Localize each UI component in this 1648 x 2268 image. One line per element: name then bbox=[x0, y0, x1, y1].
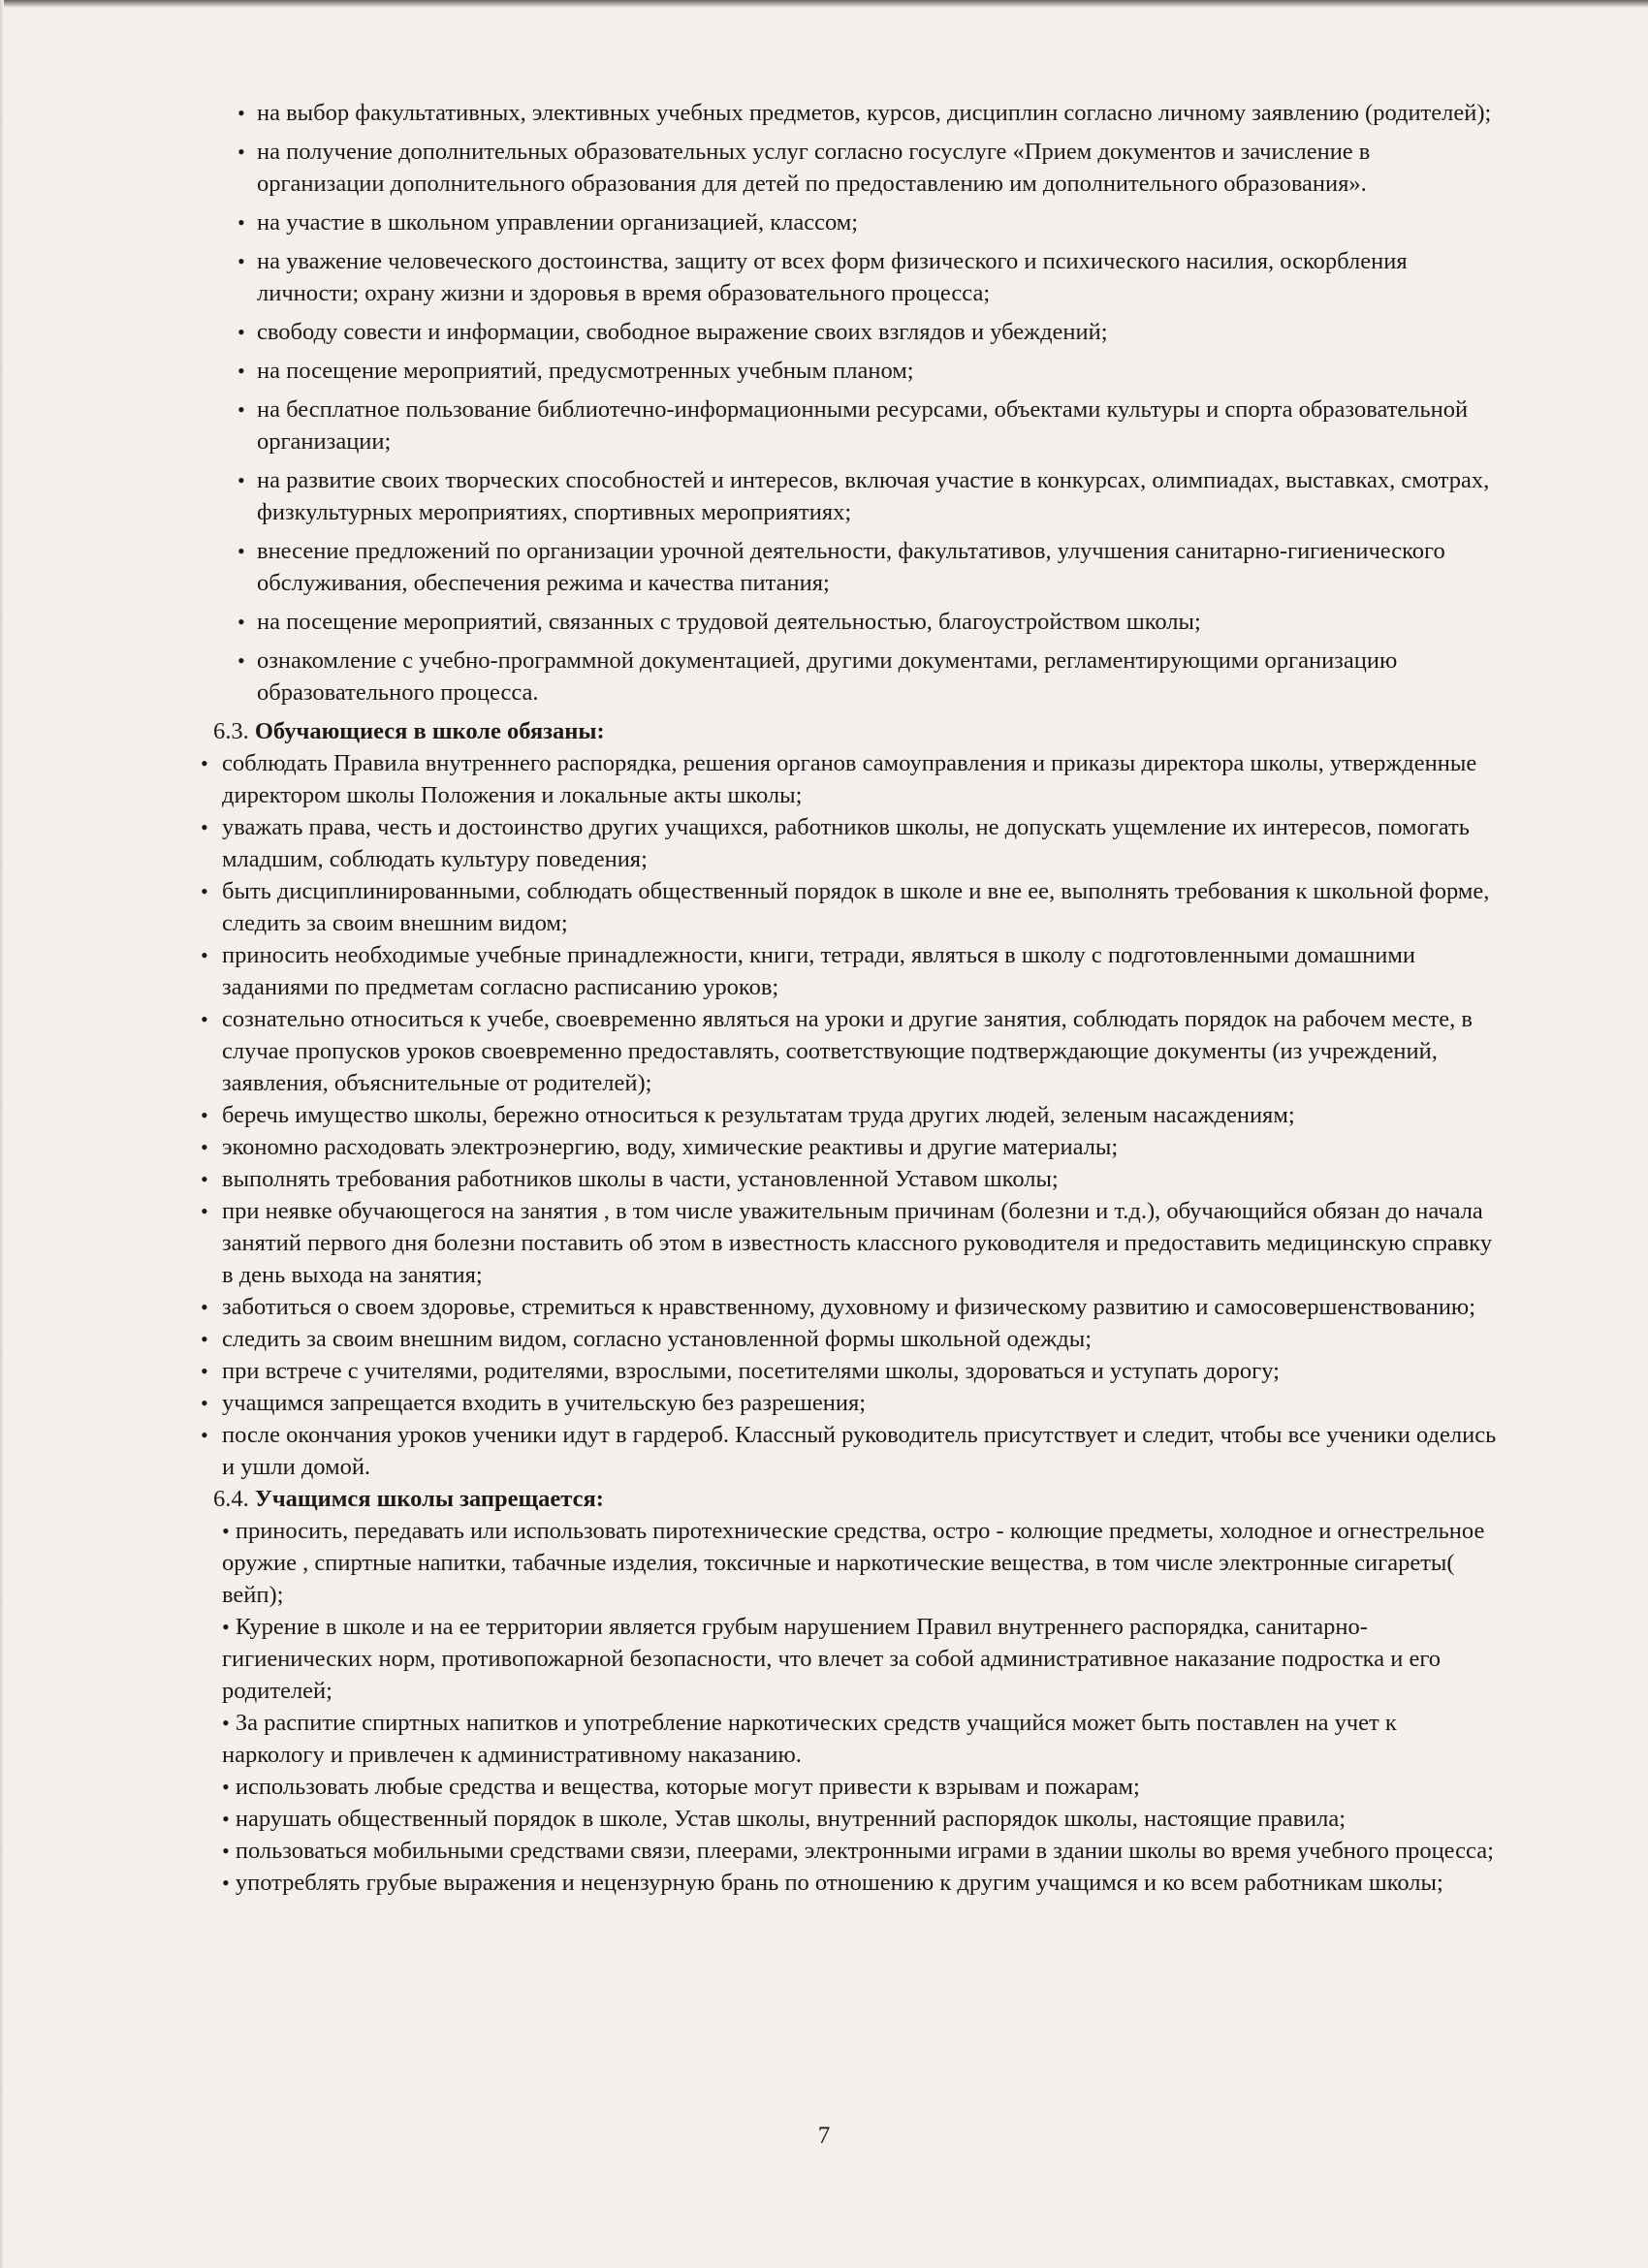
scan-edge bbox=[0, 0, 4, 2268]
section-title: Обучающиеся в школе обязаны: bbox=[254, 718, 605, 744]
list-item-text: при встрече с учителями, родителями, взрослыми, посетителями школы, здороваться и уступать дорогу; bbox=[222, 1358, 1280, 1384]
section-6-3-heading bbox=[213, 715, 1498, 747]
prohibitions-list bbox=[199, 1515, 1498, 1899]
bullet-icon: • bbox=[222, 1807, 230, 1831]
list-item-text: заботиться о своем здоровье, стремиться к нравственному, духовному и физическому развитию и самосовершенствованию; bbox=[222, 1294, 1476, 1320]
list-item bbox=[201, 1291, 1498, 1323]
section-number: 6.4. bbox=[213, 1486, 249, 1512]
list-item-text: на посещение мероприятий, связанных с трудовой деятельностью, благоустройством школы; bbox=[257, 609, 1201, 635]
list-item bbox=[218, 394, 1498, 457]
list-item bbox=[222, 1707, 1498, 1771]
list-item-text: учащимся запрещается входить в учительскую без разрешения; bbox=[222, 1390, 867, 1416]
list-item-text: употреблять грубые выражения и нецензурную брань по отношению к другим учащимся и ко всем работникам школы; bbox=[235, 1870, 1443, 1896]
bullet-icon: • bbox=[201, 1103, 208, 1127]
bullet-icon: • bbox=[238, 101, 245, 125]
bullet-icon: • bbox=[238, 468, 245, 492]
list-item-text: на уважение человеческого достоинства, защиту от всех форм физического и психического насилия, оскорбления личности; охрану жизни и здоровья в время образовательного процесса; bbox=[257, 248, 1408, 306]
list-item bbox=[201, 1387, 1498, 1419]
bullet-icon: • bbox=[201, 1295, 208, 1319]
list-item bbox=[201, 1355, 1498, 1387]
bullet-icon: • bbox=[201, 751, 208, 775]
bullet-icon: • bbox=[238, 249, 245, 273]
bullet-icon: • bbox=[201, 1423, 208, 1447]
bullet-icon: • bbox=[238, 539, 245, 563]
list-item bbox=[218, 464, 1498, 528]
list-item-text: Курение в школе и на ее территории является грубым нарушением Правил внутреннего распорядка, санитарно-гигиенических норм, противопожарной безопасности, что влечет за собой административное наказание подростка и его родителей; bbox=[222, 1614, 1442, 1704]
bullet-icon: • bbox=[222, 1839, 230, 1863]
bullet-icon: • bbox=[201, 943, 208, 967]
bullet-icon: • bbox=[201, 1391, 208, 1415]
list-item-text: нарушать общественный порядок в школе, Устав школы, внутренний распорядок школы, настоящие правила; bbox=[235, 1806, 1347, 1832]
list-item bbox=[201, 1099, 1498, 1131]
document-page bbox=[199, 97, 1498, 1899]
list-item-text: соблюдать Правила внутреннего распорядка, решения органов самоуправления и приказы директора школы, утвержденные директором школы Положения и локальные акты школы; bbox=[222, 750, 1477, 808]
list-item bbox=[218, 136, 1498, 200]
bullet-icon: • bbox=[238, 610, 245, 634]
list-item-text: на участие в школьном управлении организацией, классом; bbox=[257, 209, 859, 236]
list-item bbox=[201, 875, 1498, 939]
rights-list bbox=[199, 97, 1498, 709]
list-item-text: на выбор факультативных, элективных учебных предметов, курсов, дисциплин согласно личному заявлению (родителей); bbox=[257, 100, 1492, 126]
list-item bbox=[201, 1419, 1498, 1483]
list-item bbox=[218, 316, 1498, 348]
bullet-icon: • bbox=[238, 397, 245, 422]
list-item bbox=[218, 206, 1498, 238]
bullet-icon: • bbox=[201, 1135, 208, 1159]
list-item-text: использовать любые средства и вещества, которые могут привести к взрывам и пожарам; bbox=[235, 1774, 1140, 1800]
list-item bbox=[218, 245, 1498, 309]
bullet-icon: • bbox=[238, 320, 245, 344]
list-item bbox=[201, 1003, 1498, 1099]
bullet-icon: • bbox=[222, 1711, 230, 1735]
list-item-text: приносить необходимые учебные принадлежности, книги, тетради, являться в школу с подготовленными домашними заданиями по предметам согласно расписанию уроков; bbox=[222, 942, 1415, 1000]
list-item-text: пользоваться мобильными средствами связи, плеерами, электронными играми в здании школы во время учебного процесса; bbox=[235, 1838, 1494, 1864]
section-title: Учащимся школы запрещается: bbox=[254, 1486, 604, 1512]
list-item bbox=[218, 535, 1498, 599]
list-item bbox=[201, 747, 1498, 811]
bullet-icon: • bbox=[201, 1007, 208, 1031]
list-item-text: внесение предложений по организации урочной деятельности, факультативов, улучшения санитарно-гигиенического обслуживания, обеспечения режима и качества питания; bbox=[257, 538, 1445, 596]
list-item bbox=[222, 1611, 1498, 1707]
list-item-text: на получение дополнительных образовательных услуг согласно госуслуге «Прием документов и зачисление в организации дополнительного образования для детей по предоставлению им дополнительного образования». bbox=[257, 139, 1371, 197]
bullet-icon: • bbox=[238, 648, 245, 673]
list-item-text: на бесплатное пользование библиотечно-информационными ресурсами, объектами культуры и спорта образовательной организации; bbox=[257, 396, 1469, 455]
section-number: 6.3. bbox=[213, 718, 249, 744]
list-item bbox=[201, 939, 1498, 1003]
duties-list bbox=[199, 747, 1498, 1483]
list-item-text: приносить, передавать или использовать пиротехнические средства, остро - колющие предметы, холодное и огнестрельное оружие , спиртные напитки, табачные изделия, токсичные и наркотические вещества, в том числе электронные сигареты( вейп); bbox=[222, 1518, 1485, 1608]
list-item bbox=[222, 1867, 1498, 1899]
scan-border bbox=[0, 0, 1648, 8]
bullet-icon: • bbox=[238, 140, 245, 164]
bullet-icon: • bbox=[201, 879, 208, 903]
bullet-icon: • bbox=[201, 1199, 208, 1223]
list-item-text: быть дисциплинированными, соблюдать общественный порядок в школе и вне ее, выполнять требования к школьной форме, следить за своим внешним видом; bbox=[222, 878, 1490, 936]
bullet-icon: • bbox=[238, 210, 245, 235]
list-item-text: выполнять требования работников школы в части, установленной Уставом школы; bbox=[222, 1166, 1059, 1192]
list-item-text: при неявке обучающегося на занятия , в том числе уважительным причинам (болезни и т.д.), обучающийся обязан до начала занятий первого дня болезни поставить об этом в известность классного руководителя и предоставить медицинскую справку в день выхода на занятия; bbox=[222, 1198, 1493, 1288]
bullet-icon: • bbox=[238, 359, 245, 383]
bullet-icon: • bbox=[222, 1871, 230, 1895]
bullet-icon: • bbox=[201, 1327, 208, 1351]
list-item-text: За распитие спиртных напитков и употребление наркотических средств учащийся может быть поставлен на учет к наркологу и привлечен к административному наказанию. bbox=[222, 1710, 1397, 1768]
list-item bbox=[222, 1835, 1498, 1867]
list-item-text: ознакомление с учебно-программной документацией, другими документами, регламентирующими организацию образовательного процесса. bbox=[257, 647, 1398, 706]
list-item-text: свободу совести и информации, свободное выражение своих взглядов и убеждений; bbox=[257, 319, 1108, 345]
list-item bbox=[222, 1771, 1498, 1803]
bullet-icon: • bbox=[222, 1615, 230, 1639]
list-item bbox=[218, 355, 1498, 387]
list-item-text: экономно расходовать электроэнергию, воду, химические реактивы и другие материалы; bbox=[222, 1134, 1119, 1160]
page-number: 7 bbox=[817, 2123, 831, 2149]
list-item bbox=[218, 97, 1498, 129]
list-item bbox=[201, 1163, 1498, 1195]
bullet-icon: • bbox=[201, 1167, 208, 1191]
bullet-icon: • bbox=[201, 815, 208, 839]
list-item-text: уважать права, честь и достоинство других учащихся, работников школы, не допускать ущемление их интересов, помогать младшим, соблюдать культуру поведения; bbox=[222, 814, 1470, 872]
list-item-text: сознательно относиться к учебе, своевременно являться на уроки и другие занятия, соблюдать порядок на рабочем месте, в случае пропусков уроков своевременно предоставлять, соответствующие подтверждающие документы (из учреждений, заявления, объяснительные от родителей); bbox=[222, 1006, 1473, 1096]
list-item bbox=[201, 1323, 1498, 1355]
list-item-text: после окончания уроков ученики идут в гардероб. Классный руководитель присутствует и следит, чтобы все ученики оделись и ушли домой. bbox=[222, 1422, 1497, 1480]
list-item-text: следить за своим внешним видом, согласно установленной формы школьной одежды; bbox=[222, 1326, 1093, 1352]
list-item bbox=[218, 606, 1498, 638]
list-item-text: на развитие своих творческих способностей и интересов, включая участие в конкурсах, олимпиадах, выставках, смотрах, физкультурных мероприятиях, спортивных мероприятиях; bbox=[257, 467, 1490, 525]
bullet-icon: • bbox=[222, 1775, 230, 1799]
list-item bbox=[222, 1515, 1498, 1611]
list-item bbox=[201, 1195, 1498, 1291]
bullet-icon: • bbox=[222, 1519, 230, 1543]
list-item bbox=[218, 645, 1498, 709]
list-item-text: на посещение мероприятий, предусмотренных учебным планом; bbox=[257, 358, 914, 384]
section-6-4-heading bbox=[213, 1483, 1498, 1515]
list-item bbox=[201, 1131, 1498, 1163]
list-item bbox=[222, 1803, 1498, 1835]
list-item bbox=[201, 811, 1498, 875]
list-item-text: беречь имущество школы, бережно относиться к результатам труда других людей, зеленым насаждениям; bbox=[222, 1102, 1295, 1128]
bullet-icon: • bbox=[201, 1359, 208, 1383]
